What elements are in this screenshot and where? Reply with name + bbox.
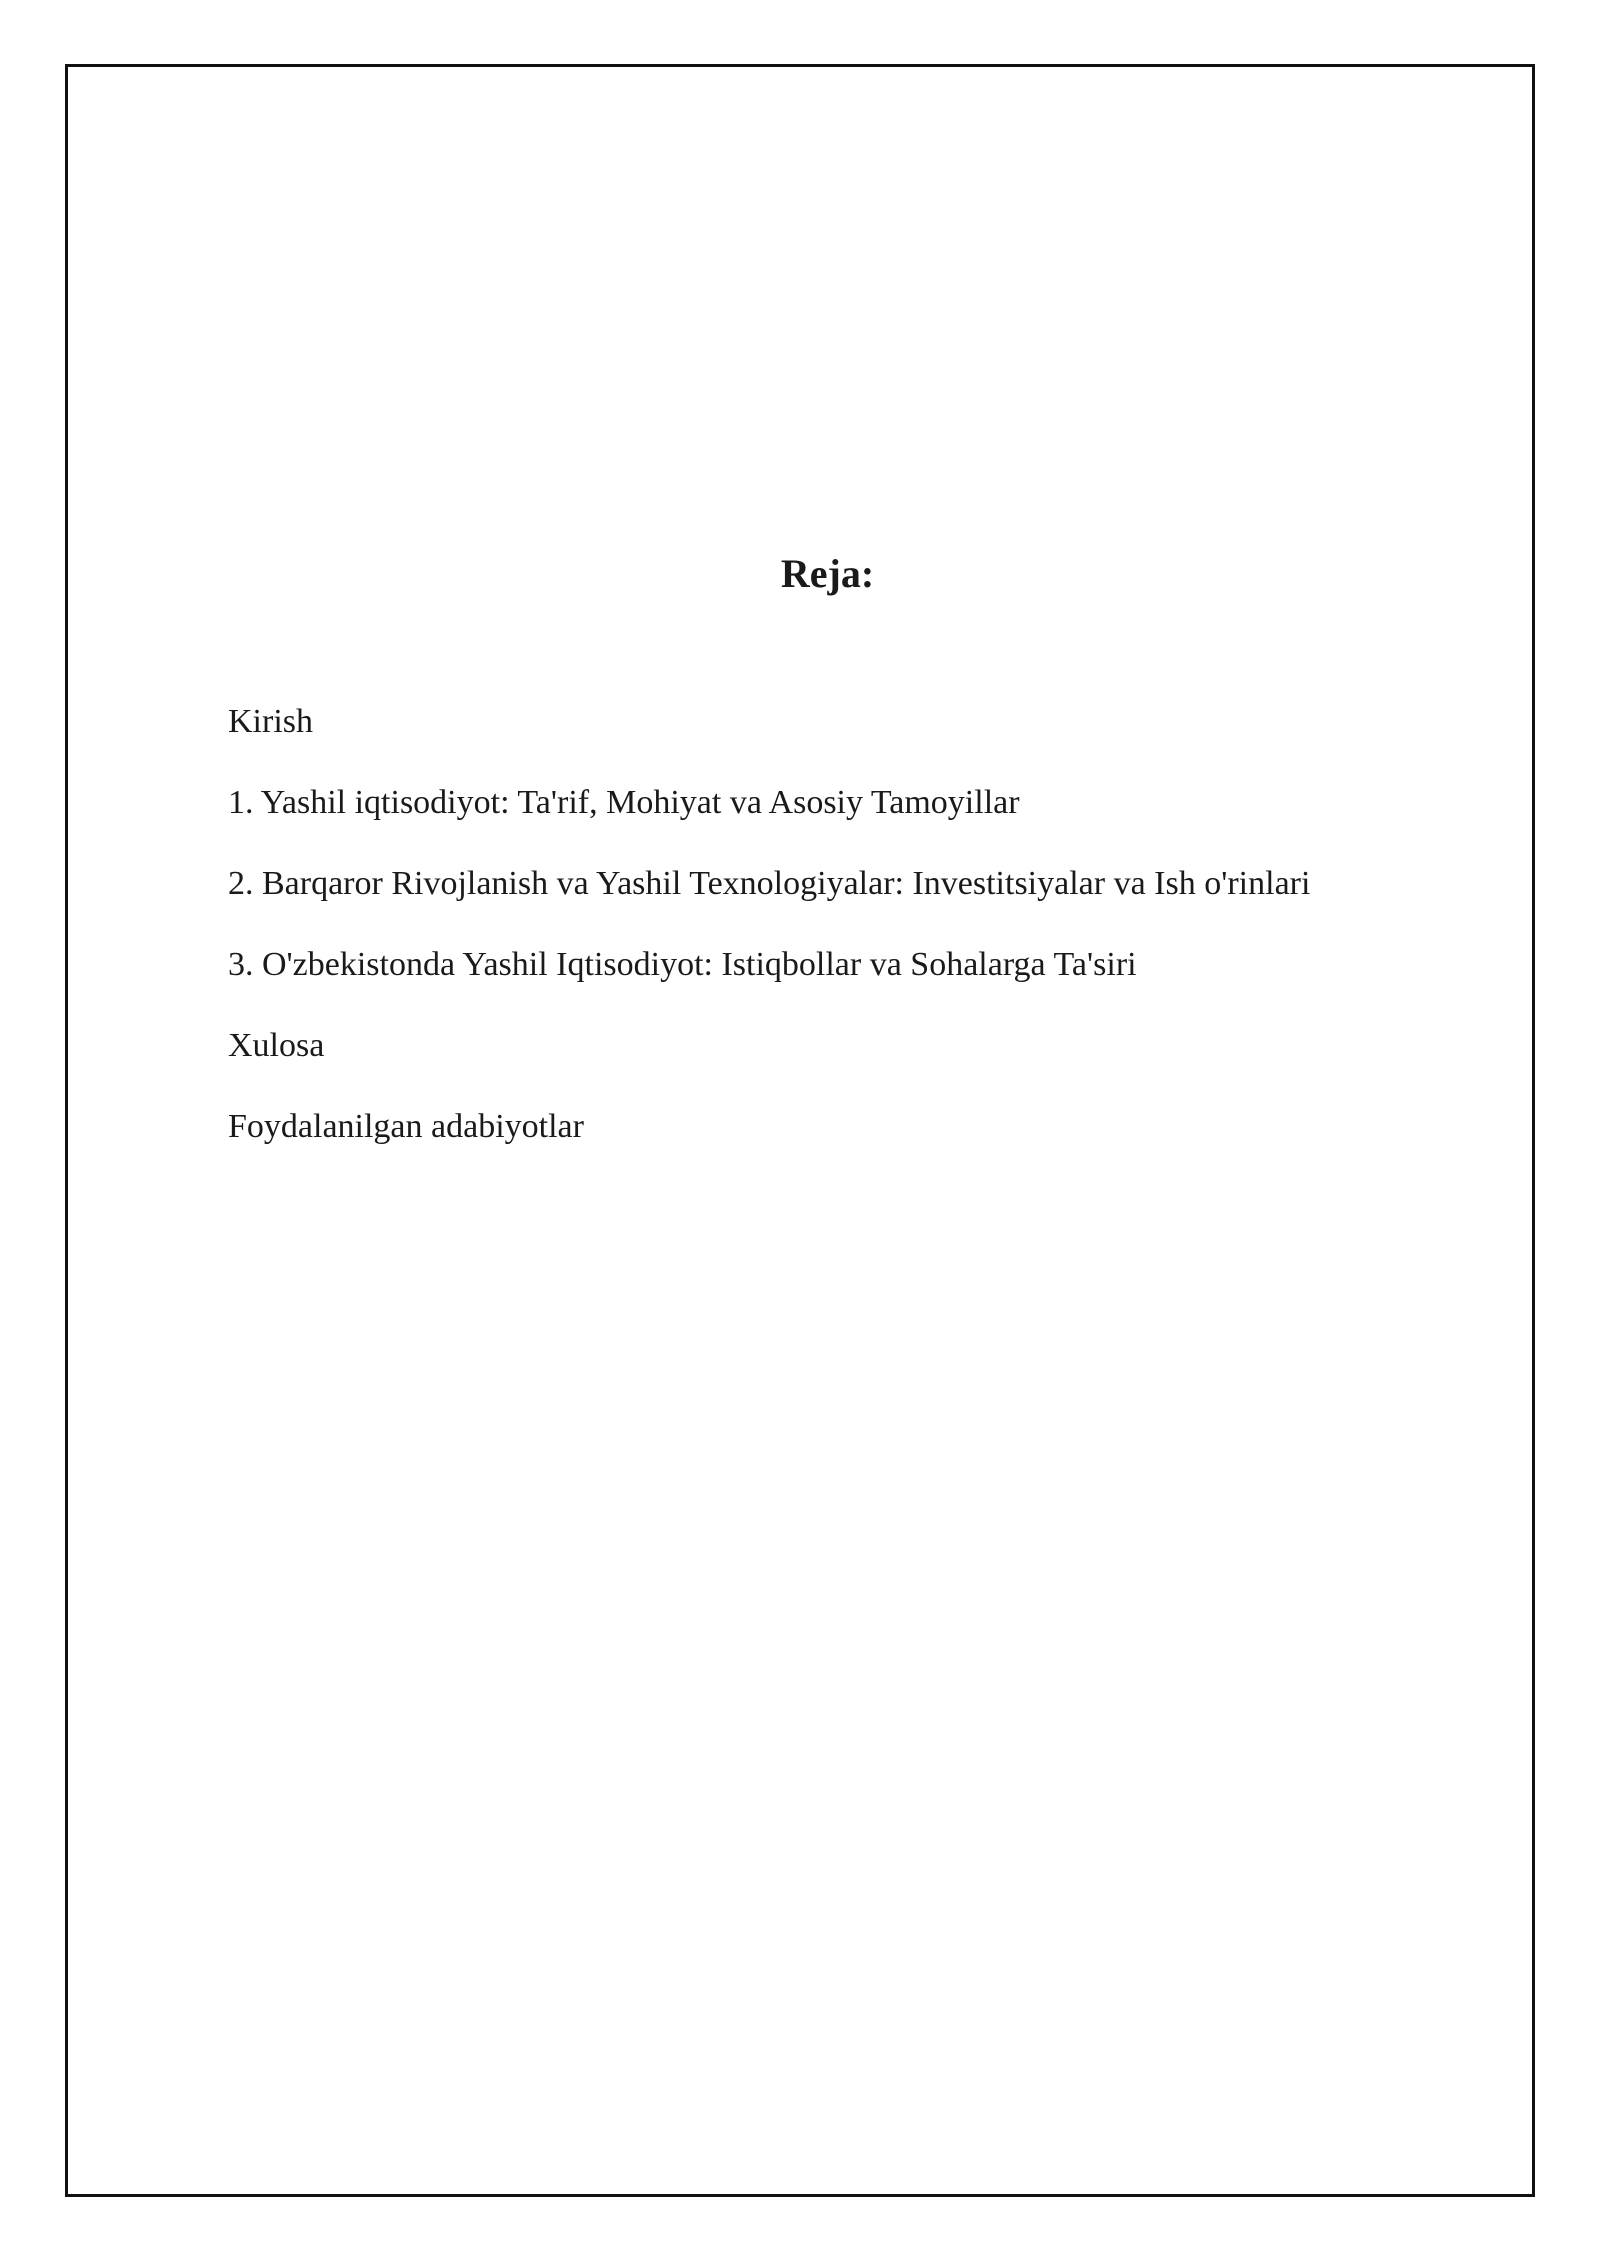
plan-item-references: Foydalanilgan adabiyotlar xyxy=(228,1108,584,1145)
plan-title: Reja: xyxy=(780,551,875,596)
plan-item-conclusion: Xulosa xyxy=(228,1027,325,1064)
plan-item-chapter-1: 1. Yashil iqtisodiyot: Ta'rif, Mohiyat va Asosiy Tamoyillar xyxy=(228,784,1020,821)
plan-item-introduction: Kirish xyxy=(228,703,313,740)
plan-item-chapter-3: 3. O'zbekistonda Yashil Iqtisodiyot: Istiqbollar va Sohalarga Ta'siri xyxy=(228,946,1137,983)
plan-list xyxy=(228,702,1310,1188)
plan-item-chapter-2: 2. Barqaror Rivojlanish va Yashil Texnologiyalar: Investitsiyalar va Ish o'rinlari xyxy=(228,865,1311,902)
